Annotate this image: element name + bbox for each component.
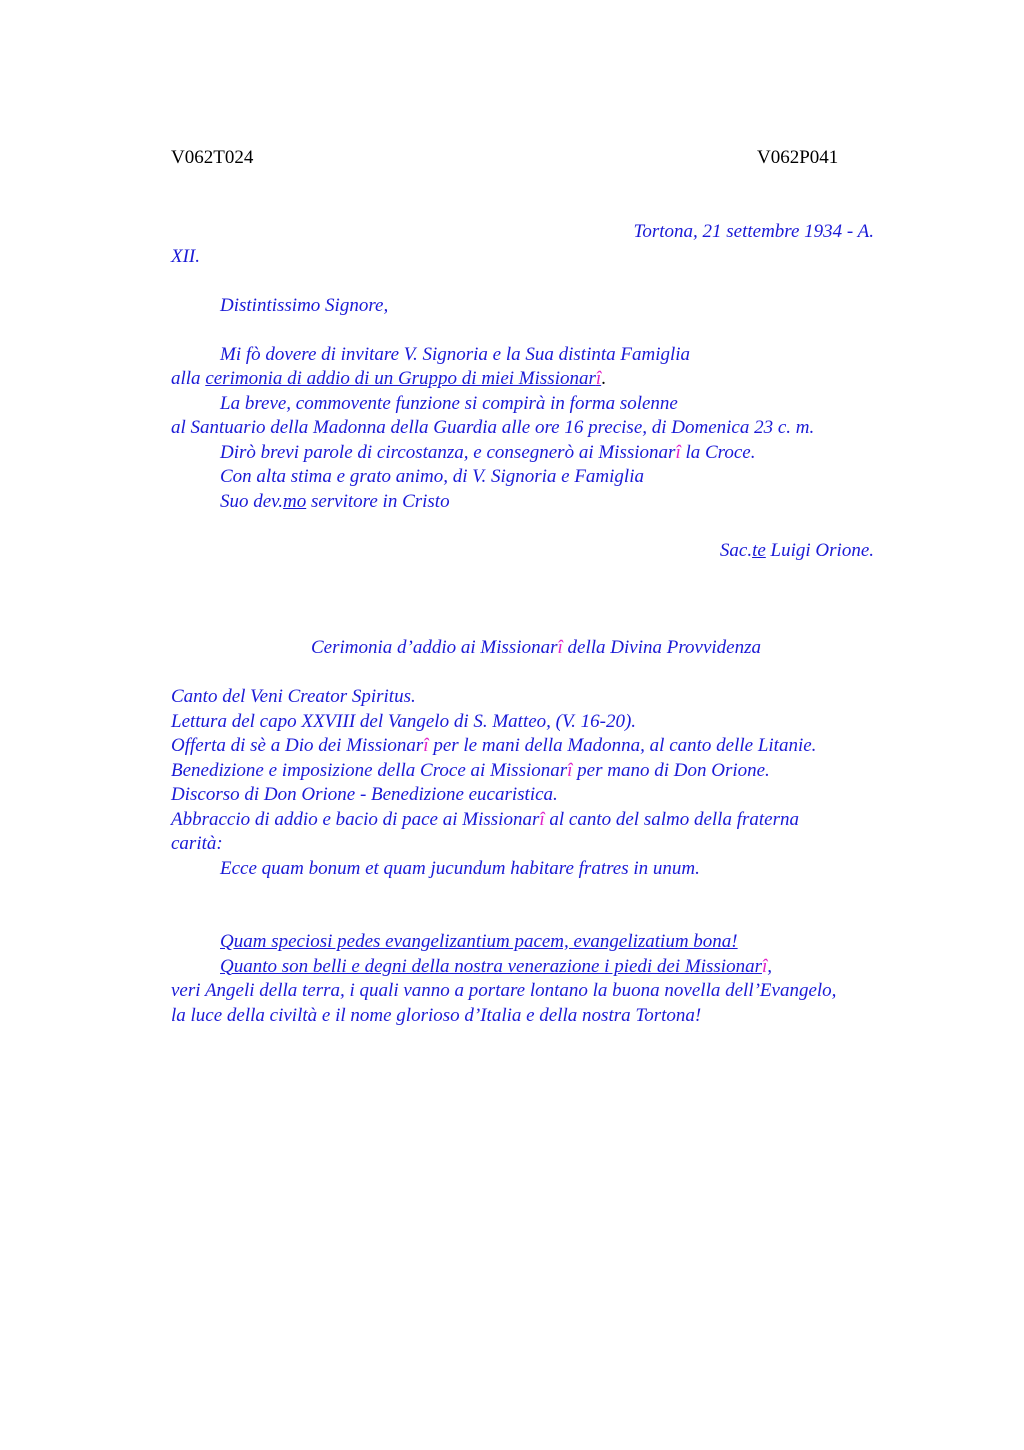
ceremony-item-6-continuation: carità: <box>171 833 223 854</box>
date-line: Tortona, 21 settembre 1934 - A. <box>633 221 874 242</box>
letter-body <box>171 220 901 1028</box>
salutation: Distintissimo Signore, <box>220 294 389 316</box>
ceremony-item-6: Abbraccio di addio e bacio di pace ai Missionarî al canto del salmo della fraterna <box>171 808 799 830</box>
paragraph-ceremony-info-continuation: al Santuario della Madonna della Guardia alle ore 16 precise, di Domenica 23 c. m. <box>171 417 815 438</box>
closing-line-3: veri Angeli della terra, i quali vanno a portare lontano la buona novella dell’Evangelo, <box>171 980 837 1001</box>
paragraph-ceremony-info: La breve, commovente funzione si compirà in forma solenne <box>220 392 678 414</box>
ceremony-title: Cerimonia d’addio ai Missionarî della Divina Provvidenza <box>311 637 761 658</box>
date-line-continuation: XII. <box>171 245 201 267</box>
document-code-left: V062T024 <box>171 147 254 168</box>
paragraph-invitation: Mi fò dovere di invitare V. Signoria e la Sua distinta Famiglia <box>220 343 691 365</box>
paragraph-closing-regards: Con alta stima e grato animo, di V. Signoria e Famiglia <box>220 466 644 487</box>
psalm-verse: Ecce quam bonum et quam jucundum habitare fratres in unum. <box>220 857 700 879</box>
paragraph-invitation-continuation: alla cerimonia di addio di un Gruppo di miei Missionarî. <box>171 368 606 389</box>
ceremony-item-1: Canto del Veni Creator Spiritus. <box>171 686 416 707</box>
closing-line-2: Quanto son belli e degni della nostra venerazione i piedi dei Missionarî, <box>220 955 772 977</box>
closing-latin-verse: Quam speciosi pedes evangelizantium pacem, evangelizatium bona! <box>220 931 738 952</box>
ceremony-item-3: Offerta di sè a Dio dei Missionarî per le mani della Madonna, al canto delle Litanie. <box>171 735 817 756</box>
paragraph-cross: Dirò brevi parole di circostanza, e consegnerò ai Missionarî la Croce. <box>220 441 756 463</box>
paragraph-servant: Suo dev.mo servitore in Cristo <box>220 490 450 512</box>
closing-line-4: la luce della civiltà e il nome glorioso d’Italia e della nostra Tortona! <box>171 1004 702 1026</box>
ceremony-item-5: Discorso di Don Orione - Benedizione eucaristica. <box>171 784 558 805</box>
ceremony-item-4: Benedizione e imposizione della Croce ai Missionarî per mano di Don Orione. <box>171 759 770 781</box>
document-code-right: V062P041 <box>757 147 839 168</box>
ceremony-item-2: Lettura del capo XXVIII del Vangelo di S. Matteo, (V. 16-20). <box>171 710 637 732</box>
signature: Sac.te Luigi Orione. <box>719 539 874 561</box>
